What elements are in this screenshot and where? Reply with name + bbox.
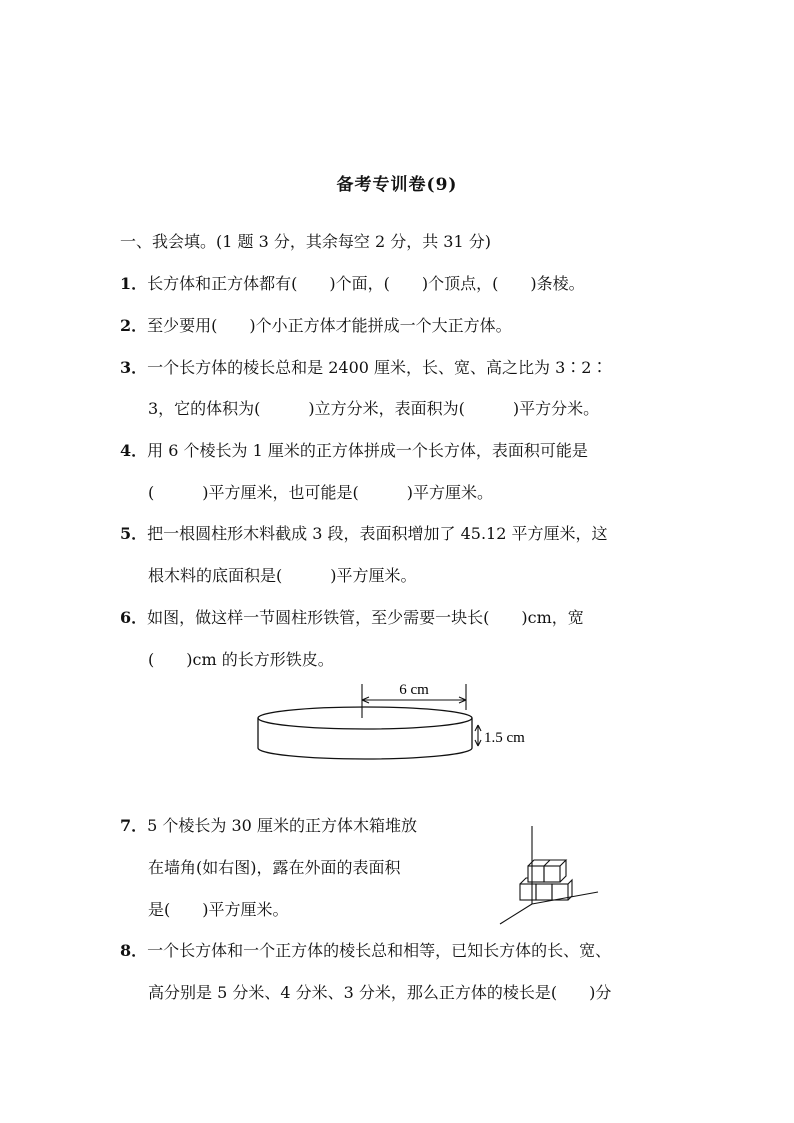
question-3-continued: 3，它的体积为( )立方分米，表面积为( )平方分米。 xyxy=(148,399,600,418)
cylinder-body xyxy=(258,718,472,759)
question-number: 6． xyxy=(120,608,148,627)
floor-right-edge xyxy=(532,892,598,904)
cube xyxy=(520,884,536,900)
question-text: 一个长方体的棱长总和是 2400 厘米，长、宽、高之比为 3∶2∶ xyxy=(147,358,608,377)
question-6 xyxy=(120,607,584,629)
cube xyxy=(544,866,560,882)
stacked-cubes-figure xyxy=(498,826,602,926)
question-7-continued-2: 是( )平方厘米。 xyxy=(148,900,289,919)
question-text: 如图，做这样一节圆柱形铁管，至少需要一块长( )cm，宽 xyxy=(147,608,584,627)
page-title: 备考专训卷(9) xyxy=(336,175,458,195)
question-number: 8． xyxy=(120,941,148,960)
question-6-continued: ( )cm 的长方形铁皮。 xyxy=(148,650,334,669)
question-text: 5 个棱长为 30 厘米的正方体木箱堆放 xyxy=(147,816,417,835)
question-8-continued: 高分别是 5 分米、4 分米、3 分米，那么正方体的棱长是( )分 xyxy=(148,983,612,1002)
section-heading: 一、我会填。(1 题 3 分，其余每空 2 分，共 31 分) xyxy=(120,232,491,251)
question-number: 4． xyxy=(120,441,148,460)
question-text: 把一根圆柱形木料截成 3 段，表面积增加了 45.12 平方厘米，这 xyxy=(147,524,608,543)
question-text: 用 6 个棱长为 1 厘米的正方体拼成一个长方体，表面积可能是 xyxy=(147,441,588,460)
question-text: 至少要用( )个小正方体才能拼成一个大正方体。 xyxy=(147,316,512,335)
question-2 xyxy=(120,315,512,337)
question-number: 3． xyxy=(120,358,148,377)
cube xyxy=(528,866,544,882)
question-4-continued: ( )平方厘米，也可能是( )平方厘米。 xyxy=(148,483,493,502)
question-number: 1． xyxy=(120,274,148,293)
question-number: 5． xyxy=(120,524,148,543)
question-5-continued: 根木料的底面积是( )平方厘米。 xyxy=(148,566,417,585)
question-7 xyxy=(120,815,417,837)
question-text: 一个长方体和一个正方体的棱长总和相等，已知长方体的长、宽、 xyxy=(147,941,612,960)
question-8 xyxy=(120,940,611,962)
cylinder-top xyxy=(258,707,472,729)
cube xyxy=(536,884,552,900)
question-4 xyxy=(120,440,588,462)
floor-left-edge xyxy=(500,904,532,924)
diameter-label: 6 cm xyxy=(399,682,429,698)
question-number: 2． xyxy=(120,316,148,335)
question-7-continued: 在墙角(如右图)，露在外面的表面积 xyxy=(148,858,401,877)
height-label: 1.5 cm xyxy=(484,730,525,746)
question-3 xyxy=(120,357,607,379)
question-text: 长方体和正方体都有( )个面，( )个顶点，( )条棱。 xyxy=(147,274,585,293)
question-5 xyxy=(120,523,607,545)
cylinder-figure xyxy=(252,678,552,768)
question-number: 7． xyxy=(120,816,148,835)
question-1 xyxy=(120,273,585,295)
